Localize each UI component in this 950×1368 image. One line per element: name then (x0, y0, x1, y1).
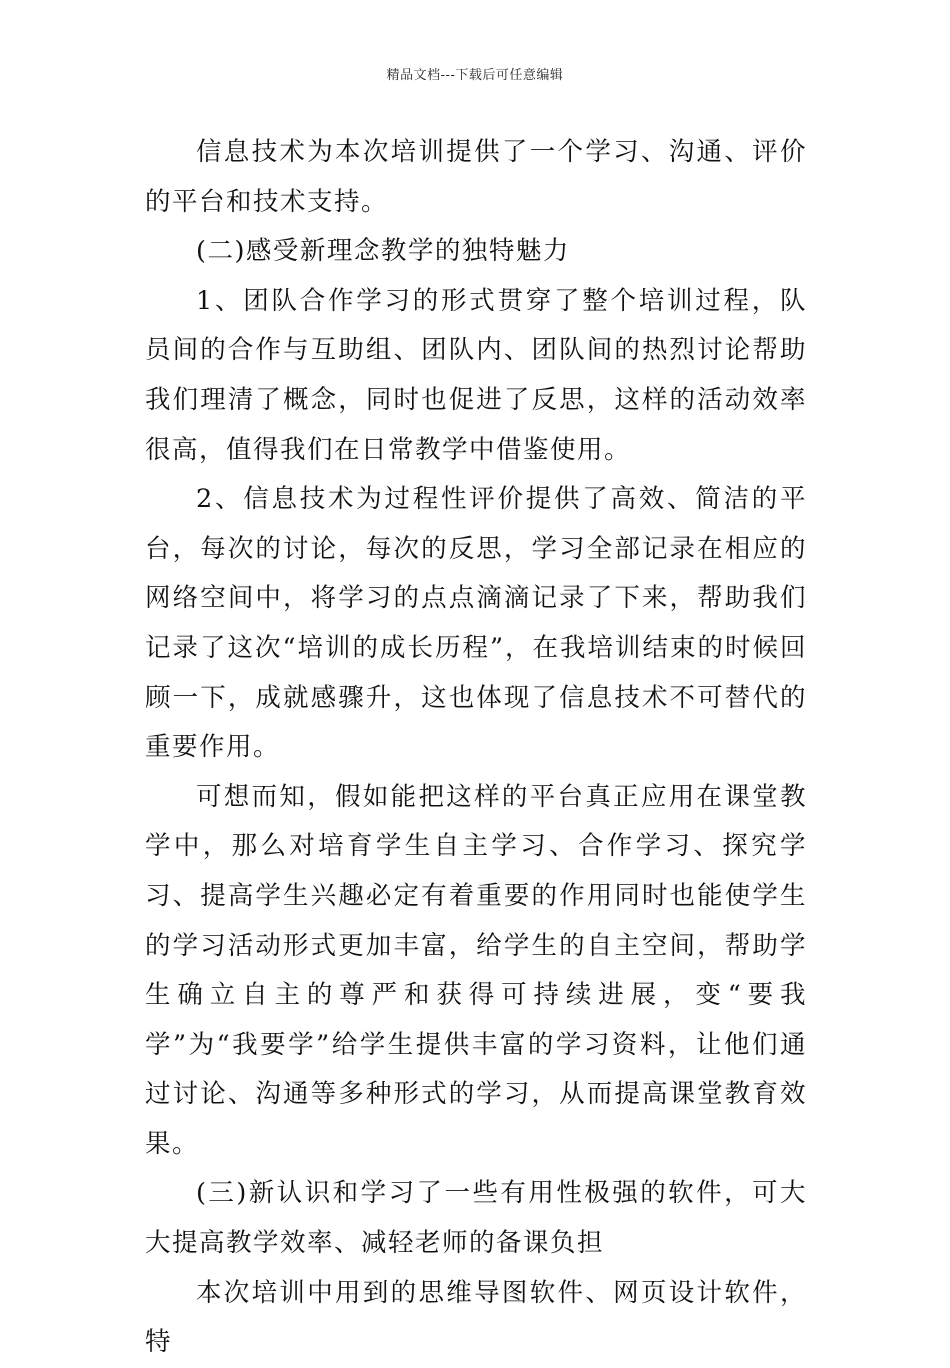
paragraph: 本次培训中用到的思维导图软件、网页设计软件，特 (145, 1277, 807, 1358)
paragraph: 1、团队合作学习的形式贯穿了整个培训过程，队员间的合作与互助组、团队内、团队间的热烈讨论帮助我们理清了概念，同时也促进了反思，这样的活动效率很高，值得我们在日常教学中借鉴使用。 (145, 285, 807, 465)
paragraph: 可想而知，假如能把这样的平台真正应用在课堂教学中，那么对培育学生自主学习、合作学习、探究学习、提高学生兴趣必定有着重要的作用同时也能使学生的学习活动形式更加丰富，给学生的自主空间，帮助学生确立自主的尊严和获得可持续进展，变“要我学”为“我要学”给学生提供丰富的学习资料，让他们通过讨论、沟通等多种形式的学习，从而提高课堂教育效果。 (145, 781, 807, 1159)
paragraph: 信息技术为本次培训提供了一个学习、沟通、评价的平台和技术支持。 (145, 137, 807, 217)
document-body (145, 128, 807, 1368)
paragraph: 2、信息技术为过程性评价提供了高效、简洁的平台，每次的讨论，每次的反思，学习全部记录在相应的网络空间中，将学习的点点滴滴记录了下来，帮助我们记录了这次“培训的成长历程”，在我培训结束的时候回顾一下，成就感骤升，这也体现了信息技术不可替代的重要作用。 (145, 484, 807, 763)
page-header: 精品文档---下载后可任意编辑 (386, 68, 564, 83)
section-heading: (三)新认识和学习了一些有用性极强的软件，可大大提高教学效率、减轻老师的备课负担 (145, 1178, 807, 1259)
section-heading: (二)感受新理念教学的独特魅力 (196, 236, 570, 267)
